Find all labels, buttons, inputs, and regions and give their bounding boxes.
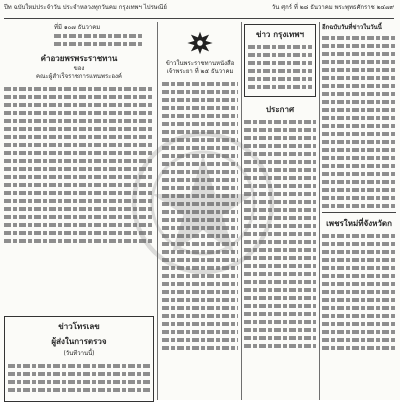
left-title: คำอวยพรพระราชทาน	[40, 54, 118, 63]
fourth-article-body-top	[322, 36, 396, 208]
mid-caption: ข้าวในพระราชทานหนังสือ	[165, 60, 235, 67]
left-notice: ที่มี ๑๐๗ ธันวาคม	[54, 24, 101, 31]
third-article-body	[244, 120, 316, 348]
box-title: ข่าวโทรเลข	[58, 322, 100, 331]
mid-article-body	[162, 82, 238, 350]
third-heading-box	[244, 24, 316, 97]
left-subtitle-2: คณะผู้สำเร็จราชการแทนพระองค์	[36, 73, 122, 80]
column-divider	[319, 22, 320, 400]
box-subtitle: ผู้ส่งในการตรวจ	[51, 337, 107, 346]
fourth-heading: อีกฉบับวันที่ข่าวในวันนี้	[322, 24, 382, 31]
third-section: ประกาศ	[265, 105, 295, 114]
fourth-section: เพชรใหม่ที่จังหวัดก	[326, 219, 392, 228]
column-divider	[157, 22, 158, 400]
third-column	[244, 24, 316, 352]
mid-column	[162, 24, 238, 354]
masthead-right: วัน ศุกร์ ที่ ๒๘ ธันวาคม พระพุทธศักราช ๒๔๗๙	[271, 4, 394, 11]
left-article-body	[4, 87, 154, 243]
masthead-line	[4, 4, 394, 19]
left-bottom-box	[4, 316, 154, 402]
box-note: (วันทีวานนี้)	[63, 350, 95, 357]
third-heading: ข่าว กรุงเทพฯ	[255, 30, 305, 39]
masthead-left: ปีท ฉบับใหม่ประจำวัน ประจำหลวงทุกวันคม กรุงเทพฯ ไปรษณีย์	[4, 4, 167, 11]
column-divider	[241, 22, 242, 400]
left-column	[4, 24, 154, 357]
fourth-column	[322, 24, 396, 354]
left-subtitle: ของ	[73, 65, 85, 72]
garuda-emblem-icon	[186, 30, 214, 56]
fourth-article-body-bottom	[322, 234, 396, 350]
mid-subcaption: เจ้าพระยา ที่ ๒๕ ธันวาคม	[166, 68, 234, 75]
